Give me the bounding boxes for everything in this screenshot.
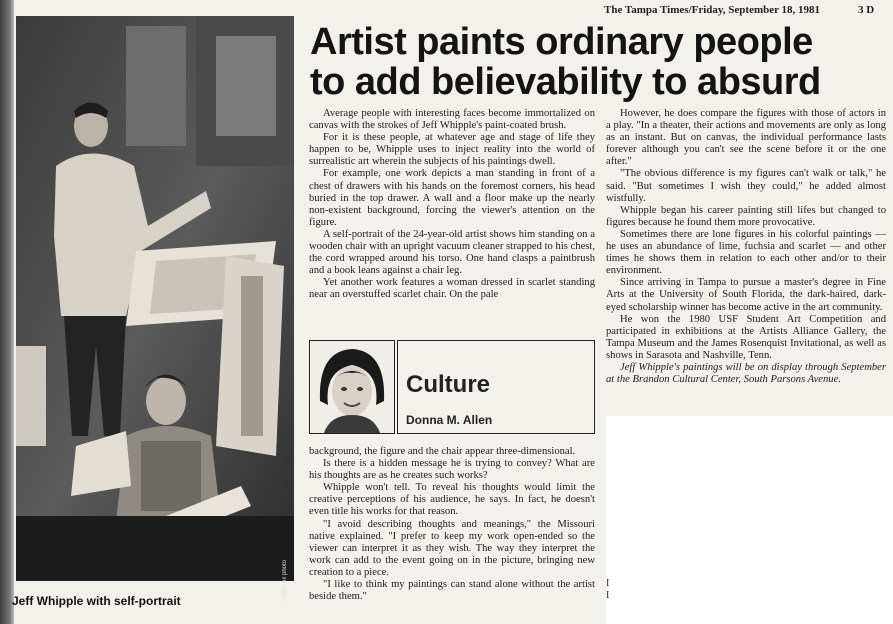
photo-credit: Fred Fox photo — [282, 560, 288, 601]
article-column-2 — [606, 108, 886, 386]
column-signature-box — [309, 336, 595, 436]
paragraph: "I avoid describing thoughts and meanings," the Missouri native explained. "I prefer to keep my work open-ended so the viewer can interpret it as they wish. The way they interpret the work can add to the event going on in the picture, bringing new creation to a piece. — [309, 518, 595, 578]
page-folio: The Tampa Times/Friday, September 18, 1981 — [604, 4, 821, 16]
paragraph: Whipple began his career painting still lifes but changed to figures because he found them more provocative. — [606, 204, 886, 228]
headline — [310, 22, 885, 102]
paragraph: He won the 1980 USF Student Art Competition and participated in exhibitions at the Artists Alliance Gallery, the Tampa Museum and the James Rosenquist Invitational, as well as shows in Sarasota and Nashville, Tenn. — [606, 313, 886, 361]
headline-line-2: to add believability to absurd — [310, 61, 821, 103]
display-note: Jeff Whipple's paintings will be on display through September at the Brandon Cultural Center, South Parsons Avenue. — [606, 361, 886, 386]
article-column-1-continued — [309, 446, 595, 603]
photo-caption: Jeff Whipple with self-portrait — [12, 594, 181, 608]
headline-line-1: Artist paints ordinary people — [310, 21, 813, 63]
paragraph: Since arriving in Tampa to pursue a master's degree in Fine Arts at the University of South Florida, the dark-haired, dark-eyed scholarship winner has become active in the art community. — [606, 277, 886, 313]
cut-text-fragment: I I — [606, 578, 610, 601]
paragraph: background, the figure and the chair appear three-dimensional. — [309, 446, 576, 457]
culture-label — [397, 340, 595, 434]
paragraph: Yet another work features a woman dressed in scarlet standing near an overstuffed scarlet chair. On the pale — [309, 277, 595, 301]
artist-photo — [16, 16, 294, 581]
paragraph: "I like to think my paintings can stand alone without the artist beside them." — [309, 579, 595, 603]
paragraph: For it is these people, at whatever age and stage of life they happen to be, Whipple uses to inject reality into the world of surrealistic art wherein the subjects of his paintings dwell. — [309, 132, 595, 168]
section-title: Culture — [406, 371, 490, 398]
page-number: 3 D — [858, 4, 875, 16]
paragraph: Sometimes there are lone figures in his colorful paintings — he uses an abundance of lime, fuchsia and scarlet — and other times he shows them in relation to each other and/or to their environment. — [606, 228, 886, 277]
paragraph: For example, one work depicts a man standing in front of a chest of drawers with his hands on the foremost corners, his head buried in the top drawer. A wall and a floor make up the nearly non-existent background, forcing the viewer's attention on the figure. — [309, 168, 595, 228]
paragraph: A self-portrait of the 24-year-old artist shows him standing on a wooden chair with an upright vacuum cleaner strapped to his chest, the cord wrapped around his torso. One hand clasps a paintbrush and a book leans against a chair leg. — [309, 228, 595, 277]
author-portrait-illustration — [310, 341, 394, 433]
paragraph: Is there is a hidden message he is trying to convey? What are his thoughts are as he creates such works? — [309, 458, 595, 482]
photo-illustration — [16, 16, 294, 581]
byline: Donna M. Allen — [406, 413, 493, 427]
page-edge-shadow — [0, 0, 14, 624]
author-photo — [309, 340, 395, 434]
paragraph: Whipple won't tell. To reveal his thoughts would limit the creative perceptions of his audience, he says. In fact, he doesn't even title his works for that reason. — [309, 482, 595, 518]
paragraph: "The obvious difference is my figures can't walk or talk," he said. "But sometimes I wish they could," he added almost wistfully. — [606, 168, 886, 204]
paragraph: Average people with interesting faces become immortalized on canvas with the strokes of Jeff Whipple's paint-coated brush. — [309, 108, 595, 132]
article-column-1 — [309, 108, 595, 302]
blank-paper-area — [606, 416, 893, 624]
paragraph: However, he does compare the figures with those of actors in a play. "In a theater, their actions and movements are only as long as an instant. But on canvas, the individual performance lasts forever although you can't see the scene before it or the one after." — [606, 108, 886, 168]
